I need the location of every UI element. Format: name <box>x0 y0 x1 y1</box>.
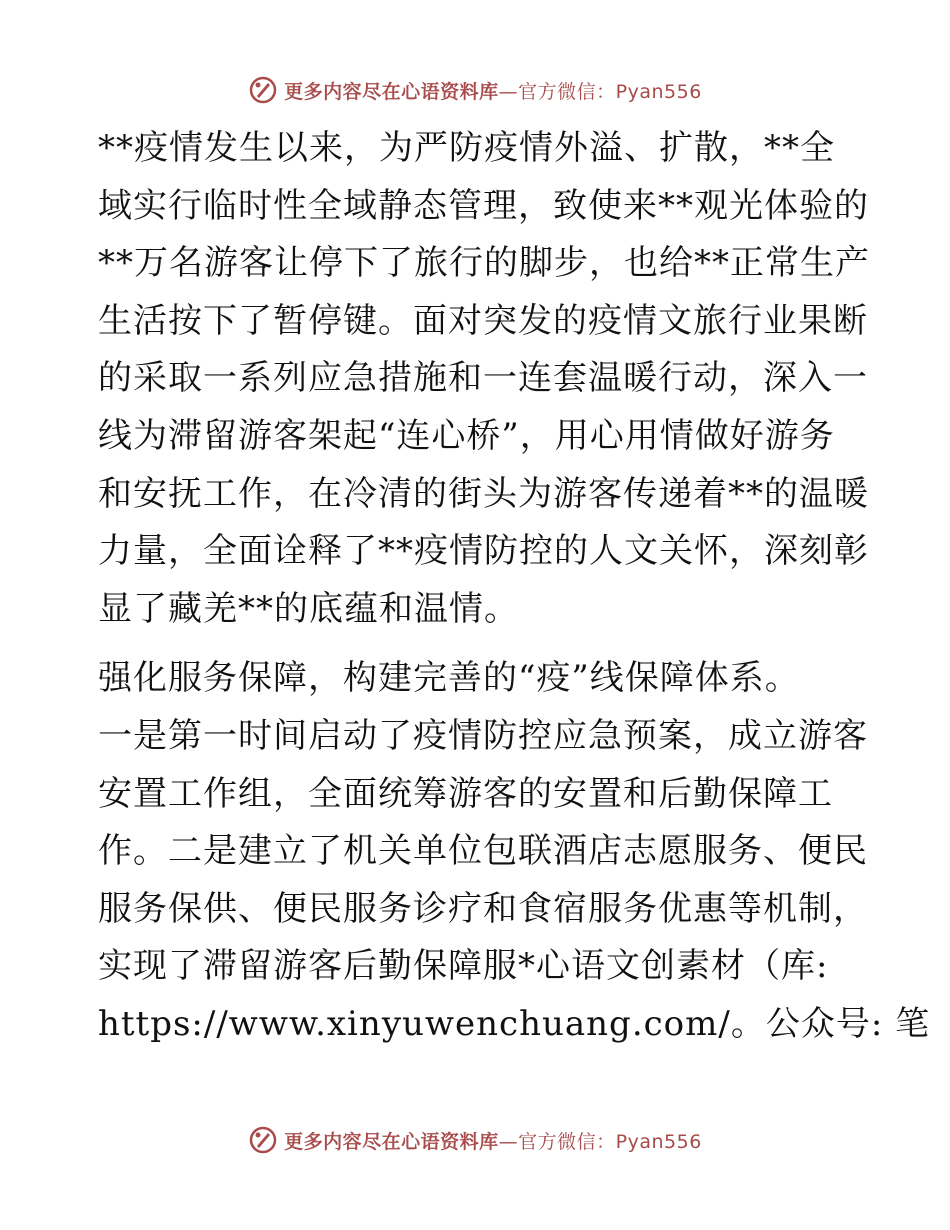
footer-banner-contact: —官方微信：Pyan556 <box>498 1130 702 1153</box>
text-line: 的采取一系列应急措施和一连套温暖行动，深入一 <box>98 358 868 399</box>
paragraph <box>98 650 931 1053</box>
text-line: 和安抚工作，在冷清的街头为游客传递着**的温暖 <box>98 473 869 514</box>
text-line: https://www.xinyuwenchuang.com/。公众号: 笔 <box>98 1003 931 1044</box>
text-line: 安置工作组，全面统筹游客的安置和后勤保障工 <box>98 773 833 814</box>
text-line: 力量，全面诠释了**疫情防控的人文关怀，深刻彰 <box>98 531 869 572</box>
text-line: **万名游客让停下了旅行的脚步，也给**正常生产 <box>98 243 870 284</box>
footer-banner-text <box>284 1127 702 1154</box>
header-banner <box>0 70 950 110</box>
document-body <box>98 120 931 1054</box>
footer-banner <box>0 1120 950 1160</box>
text-line: 服务保供、便民服务诊疗和食宿服务优惠等机制， <box>98 888 868 929</box>
text-line: 强化服务保障，构建完善的“疫”线保障体系。 <box>98 658 800 699</box>
text-line: 作。二是建立了机关单位包联酒店志愿服务、便民 <box>98 831 868 872</box>
text-line: 线为滞留游客架起“连心桥”，用心用情做好游务 <box>98 415 835 456</box>
header-banner-contact: —官方微信：Pyan556 <box>498 80 702 103</box>
footer-banner-title: 更多内容尽在心语资料库 <box>284 1130 499 1153</box>
paragraph <box>98 120 870 638</box>
text-line: 一是第一时间启动了疫情防控应急预案，成立游客 <box>98 715 868 756</box>
logo-icon <box>248 75 278 105</box>
text-line: 生活按下了暂停键。面对突发的疫情文旅行业果断 <box>98 300 868 341</box>
header-banner-title: 更多内容尽在心语资料库 <box>284 80 499 103</box>
logo-icon <box>248 1125 278 1155</box>
text-line: 域实行临时性全域静态管理，致使来**观光体验的 <box>98 185 869 226</box>
text-line: **疫情发生以来，为严防疫情外溢、扩散，**全 <box>98 128 835 168</box>
header-banner-text <box>284 77 702 104</box>
text-line: 实现了滞留游客后勤保障服*心语文创素材（库: <box>98 946 829 987</box>
paragraph-spacer <box>98 638 858 650</box>
text-line: 显了藏羌**的底蕴和温情。 <box>98 588 519 629</box>
